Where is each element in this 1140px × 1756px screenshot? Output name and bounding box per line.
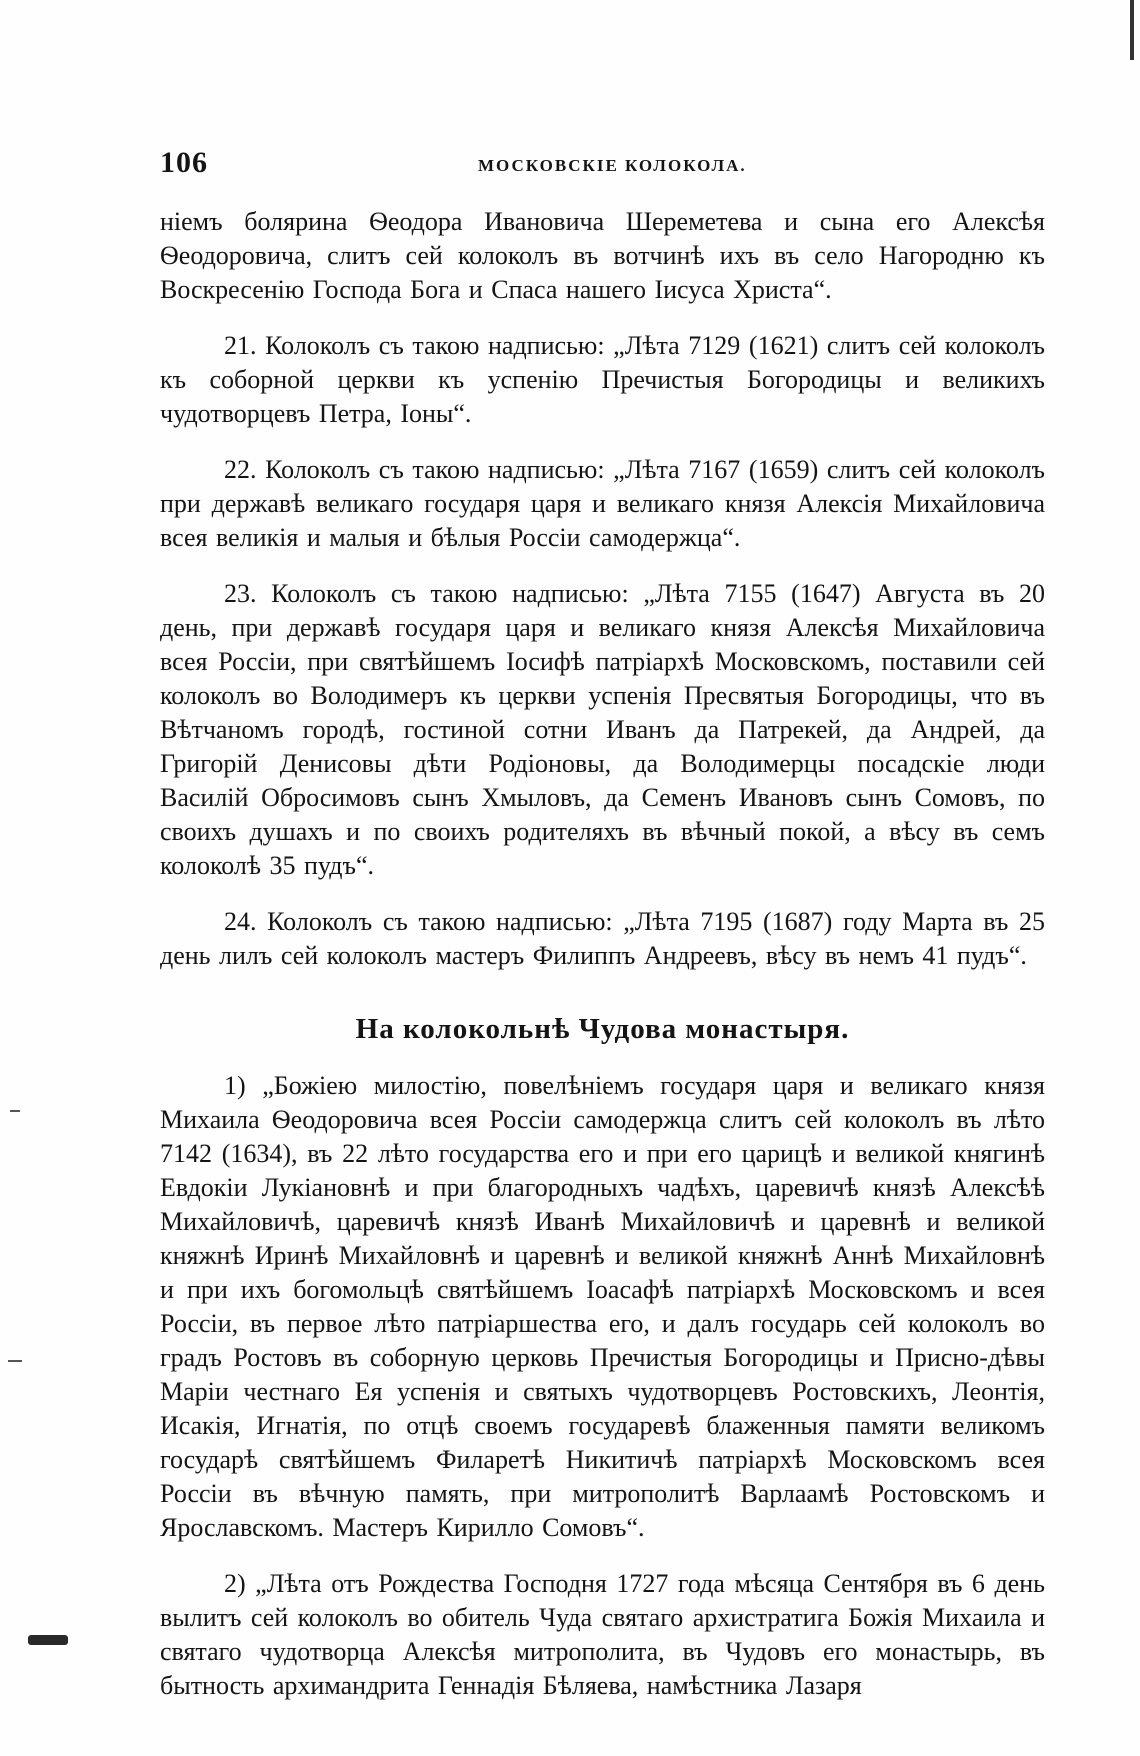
margin-mark [10, 1110, 20, 1112]
page-number: 106 [160, 146, 208, 179]
body-text [160, 205, 1045, 1703]
section-paragraph-1: 1) „Божіею милостію, повелѣніемъ государя царя и великаго князя Михаила Ѳеодоровича всея Россіи самодержца слитъ сей колоколъ въ лѣто 7142 (1634), въ 22 лѣто государства его и при его царицѣ и великой княгинѣ Евдокіи Лукіановнѣ и при благородныхъ чадѣхъ, царевичѣ князѣ Алексѣѣ Михайловичѣ, царевичѣ князѣ Иванѣ Михайловичѣ и царевнѣ и великой княжнѣ Иринѣ Михайловнѣ и царевнѣ и великой княжнѣ Аннѣ Михайловнѣ и при ихъ богомольцѣ святѣйшемъ Іоасафѣ патріархѣ Московскомъ и всея Россіи, въ первое лѣто патріаршества его, и далъ государь сей колоколъ во градъ Ростовъ въ соборную церковь Пречистыя Богородицы и Присно-дѣвы Маріи честнаго Ея успенія и святыхъ чудотворцевъ Ростовскихъ, Леонтія, Исакія, Игнатія, по отцѣ своемъ государевѣ блаженныя памяти великомъ государѣ святѣйшемъ Филаретѣ Никитичѣ патріархѣ Московскомъ всея Россіи въ вѣчную память, при митрополитѣ Варлаамѣ Ростовскомъ и Ярославскомъ. Мастеръ Кирилло Сомовъ“. [160, 1071, 1045, 1542]
page-header [160, 146, 1045, 186]
paragraph-21: 21. Колоколъ съ такою надписью: „Лѣта 7129 (1621) слитъ сей колоколъ къ соборной церкви къ успенію Пречистыя Богородицы и великихъ чудотворцевъ Петра, Іоны“. [160, 331, 1045, 428]
scan-edge-mark [1130, 0, 1134, 60]
ink-smudge [28, 1635, 68, 1645]
section-heading: На колокольнѣ Чудова монастыря. [355, 1013, 850, 1045]
paragraph-22: 22. Колоколъ съ такою надписью: „Лѣта 7167 (1659) слитъ сей колоколъ при державѣ великаго государя царя и великаго князя Алексія Михайловича всея великія и малыя и бѣлыя Россіи самодержца“. [160, 455, 1045, 552]
margin-mark [8, 1360, 22, 1362]
paragraph-23: 23. Колоколъ съ такою надписью: „Лѣта 7155 (1647) Августа въ 20 день, при державѣ государя царя и великаго князя Алексѣя Михайловича всея Россіи, при святѣйшемъ Іосифѣ патріархѣ Московскомъ, поставили сей колоколъ во Володимеръ къ церкви успенія Пресвятыя Богородицы, что въ Вѣтчаномъ городѣ, гостиной сотни Иванъ да Патрекей, да Андрей, да Григорій Денисовы дѣти Родіоновы, да Володимерцы посадскіе люди Василій Обросимовъ сынъ Хмыловъ, да Семенъ Ивановъ сынъ Сомовъ, по своихъ душахъ и по своихъ родителяхъ въ вѣчный покой, а вѣсу въ семъ колоколѣ 35 пудъ“. [160, 579, 1045, 880]
running-title: МОСКОВСКІЕ КОЛОКОЛА. [478, 156, 747, 175]
paragraph-24: 24. Колоколъ съ такою надписью: „Лѣта 7195 (1687) году Марта въ 25 день лилъ сей колоколъ мастеръ Филиппъ Андреевъ, вѣсу въ немъ 41 пудъ“. [160, 907, 1045, 970]
section-paragraph-2: 2) „Лѣта отъ Рождества Господня 1727 года мѣсяца Сентября въ 6 день вылитъ сей колоколъ во обитель Чуда святаго архистратига Божія Михаила и святаго чудотворца Алексѣя митрополита, въ Чудовъ его монастырь, въ бытность архимандрита Геннадія Бѣляева, намѣстника Лазаря [160, 1569, 1045, 1700]
paragraph-continued: ніемъ болярина Ѳеодора Ивановича Шереметева и сына его Алексѣя Ѳеодоровича, слитъ сей колоколъ въ вотчинѣ ихъ въ село Нагородню къ Воскресенію Господа Бога и Спаса нашего Іисуса Христа“. [160, 207, 1045, 304]
